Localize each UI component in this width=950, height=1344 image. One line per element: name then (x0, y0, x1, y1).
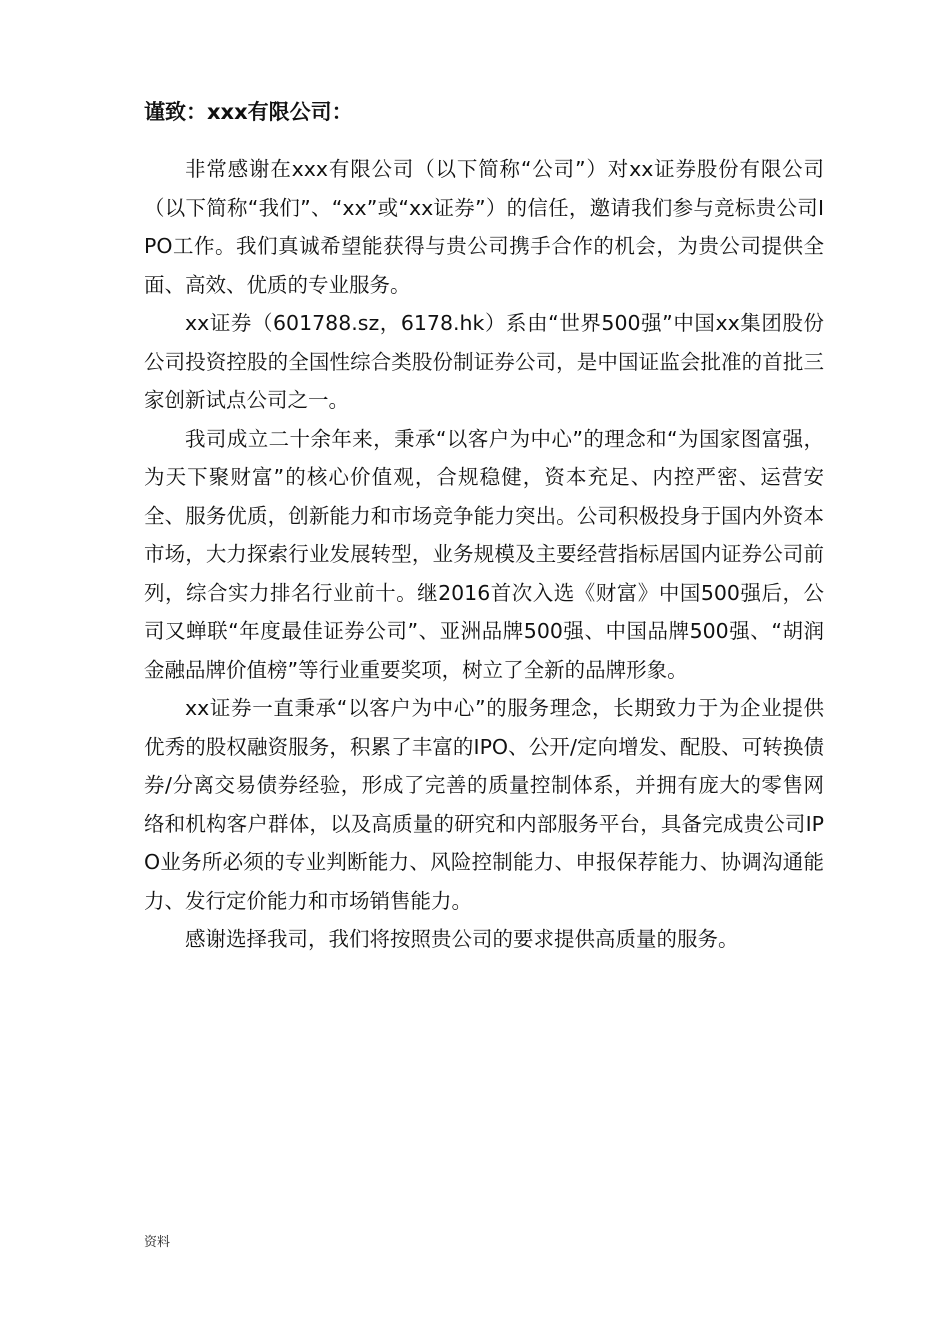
paragraph-thanks: 非常感谢在xxx有限公司（以下简称“公司”）对xx证券股份有限公司（以下简称“我们”、“xx”或“xx证券”）的信任，邀请我们参与竞标贵公司IPO工作。我们真诚希望能获得与贵公司携手合作的机会，为贵公司提供全面、高效、优质的专业服务。 (144, 157, 824, 297)
paragraph-company-intro: xx证券（601788.sz，6178.hk）系由“世界500强”中国xx集团股份公司投资控股的全国性综合类股份制证券公司，是中国证监会批准的首批三家创新试点公司之一。 (144, 311, 824, 412)
paragraph-closing: 感谢选择我司，我们将按照贵公司的要求提供高质量的服务。 (185, 927, 739, 951)
letter-body (144, 150, 824, 959)
paragraph-services: xx证券一直秉承“以客户为中心”的服务理念，长期致力于为企业提供优秀的股权融资服务，积累了丰富的IPO、公开/定向增发、配股、可转换债券/分离交易债券经验，形成了完善的质量控制体系，并拥有庞大的零售网络和机构客户群体，以及高质量的研究和内部服务平台，具备完成贵公司IPO业务所必须的专业判断能力、风险控制能力、申报保荐能力、协调沟通能力、发行定价能力和市场销售能力。 (144, 696, 824, 913)
paragraph-history: 我司成立二十余年来，秉承“以客户为中心”的理念和“为国家图富强，为天下聚财富”的核心价值观，合规稳健，资本充足、内控严密、运营安全、服务优质，创新能力和市场竞争能力突出。公司积极投身于国内外资本市场，大力探索行业发展转型，业务规模及主要经营指标居国内证券公司前列，综合实力排名行业前十。继2016首次入选《财富》中国500强后，公司又蝉联“年度最佳证券公司”、亚洲品牌500强、中国品牌500强、“胡润金融品牌价值榜”等行业重要奖项，树立了全新的品牌形象。 (144, 426, 824, 682)
letter-salutation: 谨致：xxx有限公司： (144, 100, 353, 124)
page-footer-label: 资料 (144, 1235, 171, 1250)
